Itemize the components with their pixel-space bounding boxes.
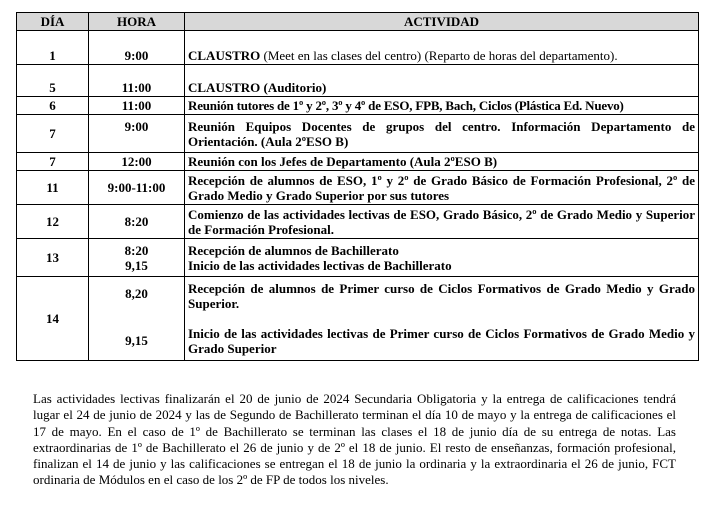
table-row [17,153,699,171]
day-cell: 7 [17,153,89,171]
table-row [17,277,699,361]
day-cell: 5 [17,65,89,97]
activity-normal-text: (Meet en las clases del centro) (Reparto de horas del departamento). [260,48,618,63]
table-row [17,205,699,239]
header-hour: HORA [89,13,185,31]
schedule-table [16,12,699,361]
closing-note: Las actividades lectivas finalizarán el 20 de junio de 2024 Secundaria Obligatoria y la entrega de calificaciones tendrá lugar el 24 de junio de 2024 y las de Segundo de Bachillerato terminan el día 10 de mayo y la entrega de calificaciones el 17 de mayo. En el caso de 1º de Bachillerato se terminan las clases el 18 de junio día de su entrega de notas. Las extraordinarias de 1º de Bachillerato el 26 de junio y de 2º el 18 de junio. El resto de enseñanzas, formación profesional, finalizan el 14 de junio y las calificaciones se entregan el 18 de junio la ordinaria y la extraordinaria el 26 de junio, FCT ordinaria de Módulos en el caso de los 2º de FP de todos los niveles. [33,391,676,488]
table-row [17,31,699,65]
hour-cell: 11:00 [89,65,185,97]
hour-cell: 9:00-11:00 [89,171,185,205]
activity-cell: Comienzo de las actividades lectivas de ESO, Grado Básico, 2º de Grado Medio y Superior de Formación Profesional. [185,205,699,239]
table-row [17,65,699,97]
header-row [17,13,699,31]
activity-bold-text: CLAUSTRO [188,48,261,63]
activity-line: Inicio de las actividades lectivas de Primer curso de Ciclos Formativos de Grado Medio y Grado Superior [188,326,695,356]
activity-cell: Reunión tutores de 1º y 2º, 3º y 4º de ESO, FPB, Bach, Ciclos (Plástica Ed. Nuevo) [185,97,699,115]
table-row [17,115,699,153]
header-day: DÍA [17,13,89,31]
hour-line: 8:20 [124,242,149,258]
table-row [17,97,699,115]
day-cell: 7 [17,115,89,153]
header-activity: ACTIVIDAD [185,13,699,31]
hour-line: 9,15 [125,257,148,273]
day-cell: 12 [17,205,89,239]
hour-cell: 8:20 [89,205,185,239]
hour-cell [89,277,185,361]
activity-cell [185,31,699,65]
day-cell: 14 [17,277,89,361]
day-cell: 6 [17,97,89,115]
hour-line: 9,15 [125,332,148,348]
day-cell: 11 [17,171,89,205]
hour-cell [89,239,185,277]
activity-line: Recepción de alumnos de Primer curso de Ciclos Formativos de Grado Medio y Grado Superior. [188,281,695,311]
hour-cell: 9:00 [89,31,185,65]
table-row [17,171,699,205]
hour-cell: 11:00 [89,97,185,115]
activity-cell: CLAUSTRO (Auditorio) [185,65,699,97]
activity-cell: Reunión Equipos Docentes de grupos del centro. Información Departamento de Orientación. (Aula 2ºESO B) [185,115,699,153]
activity-line: Recepción de alumnos de Bachillerato [188,242,399,258]
activity-line: Inicio de las actividades lectivas de Bachillerato [188,257,452,273]
hour-cell: 9:00 [89,115,185,153]
activity-cell: Recepción de alumnos de ESO, 1º y 2º de Grado Básico de Formación Profesional, 2º de Grado Medio y Grado Superior por sus tutores [185,171,699,205]
activity-cell: Reunión con los Jefes de Departamento (Aula 2ºESO B) [185,153,699,171]
hour-cell: 12:00 [89,153,185,171]
table-row [17,239,699,277]
activity-cell [185,239,699,277]
activity-cell [185,277,699,361]
day-cell: 1 [17,31,89,65]
day-cell: 13 [17,239,89,277]
hour-line: 8,20 [125,285,148,301]
